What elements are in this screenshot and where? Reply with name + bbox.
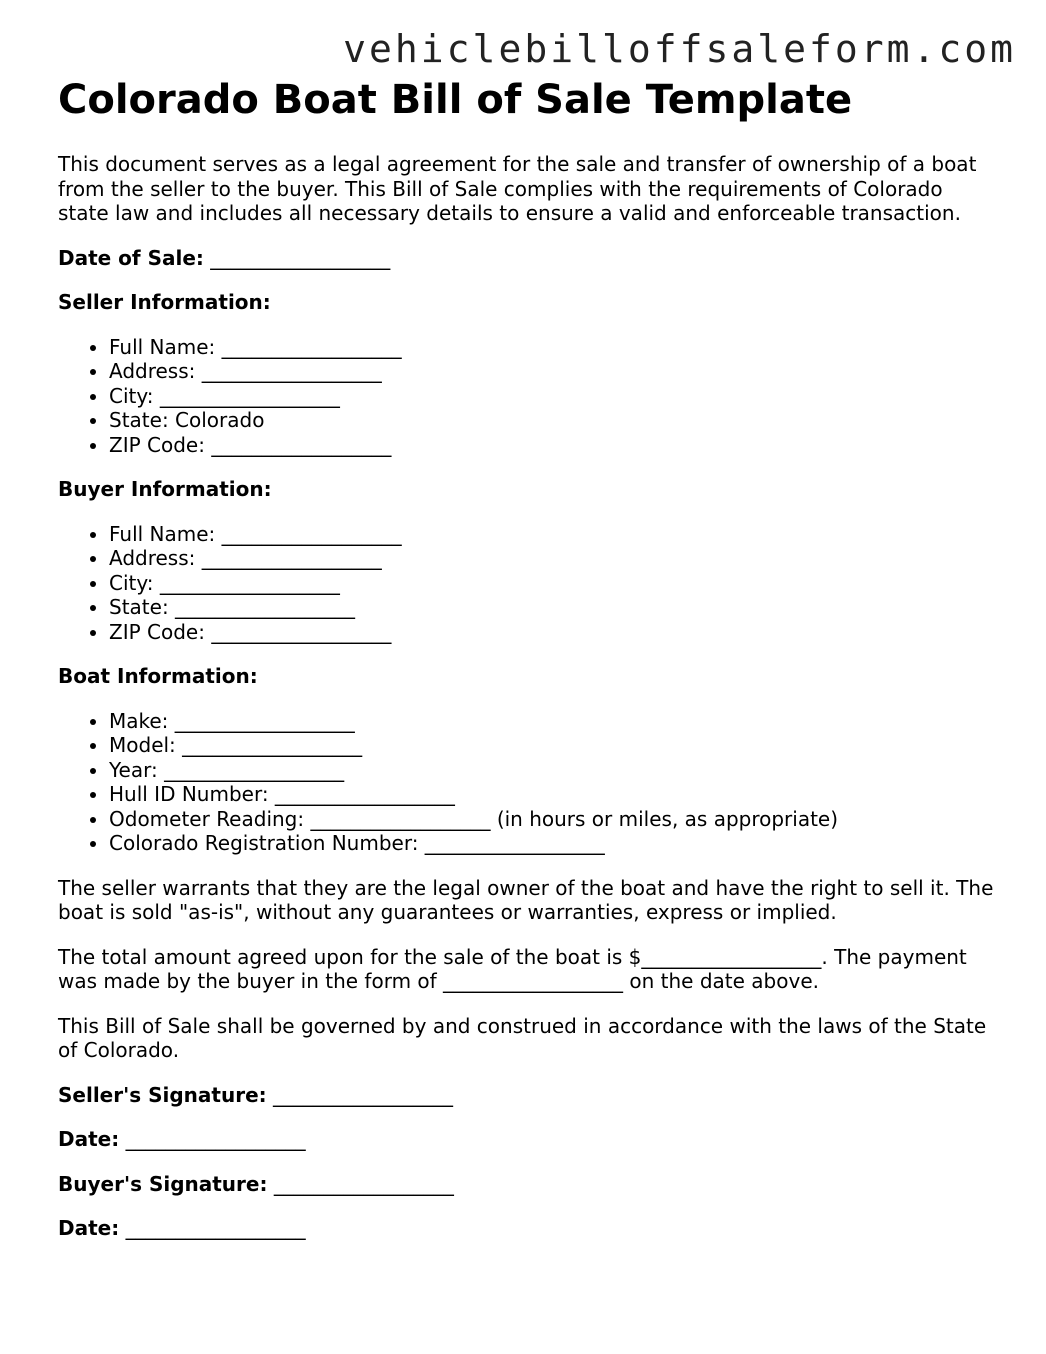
buyer-signature-blank[interactable]: __________________ xyxy=(267,1171,454,1196)
site-watermark: vehiclebilloffsaleform.com xyxy=(343,27,1016,71)
boat-hull-id[interactable]: • Hull ID Number: __________________ xyxy=(109,782,998,807)
date-of-sale-blank[interactable]: __________________ xyxy=(203,245,391,270)
boat-list xyxy=(58,709,998,856)
buyer-date-label: Date: xyxy=(58,1216,120,1240)
buyer-date-blank[interactable]: __________________ xyxy=(119,1216,306,1240)
date-of-sale-label: Date of Sale: xyxy=(58,245,204,270)
seller-address[interactable]: • Address: __________________ xyxy=(109,359,998,384)
intro-paragraph: This document serves as a legal agreement for the sale and transfer of ownership of a boat from the seller to the buyer. This Bill of Sale complies with the requirements of Colorado state law and includes all necessary details to ensure a valid and enforceable transaction. xyxy=(58,152,977,225)
seller-date-line xyxy=(58,1127,998,1152)
date-of-sale-line xyxy=(58,246,998,271)
seller-date-blank[interactable]: __________________ xyxy=(119,1127,306,1151)
buyer-signature-label: Buyer's Signature: xyxy=(58,1171,268,1196)
boat-registration[interactable]: • Colorado Registration Number: __________________ xyxy=(109,831,998,856)
buyer-city[interactable]: • City: __________________ xyxy=(109,571,998,596)
buyer-list xyxy=(58,522,998,645)
seller-signature-label: Seller's Signature: xyxy=(58,1082,267,1107)
buyer-full-name[interactable]: • Full Name: __________________ xyxy=(109,522,998,547)
seller-heading: Seller Information: xyxy=(58,290,271,314)
buyer-date-line xyxy=(58,1216,998,1241)
boat-make[interactable]: • Make: __________________ xyxy=(109,709,998,734)
seller-full-name[interactable]: • Full Name: __________________ xyxy=(109,335,998,360)
document-body xyxy=(58,76,998,1241)
buyer-heading: Buyer Information: xyxy=(58,477,272,501)
governing-law-paragraph: This Bill of Sale shall be governed by and construed in accordance with the laws of the State of Colorado. xyxy=(58,1013,987,1062)
buyer-address[interactable]: • Address: __________________ xyxy=(109,546,998,571)
seller-city[interactable]: • City: __________________ xyxy=(109,384,998,409)
boat-heading: Boat Information: xyxy=(58,664,258,688)
seller-signature-line xyxy=(58,1083,998,1108)
boat-model[interactable]: • Model: __________________ xyxy=(109,733,998,758)
buyer-zip[interactable]: • ZIP Code: __________________ xyxy=(109,620,998,645)
seller-date-label: Date: xyxy=(58,1127,120,1151)
buyer-state[interactable]: • State: __________________ xyxy=(109,595,998,620)
seller-signature-blank[interactable]: __________________ xyxy=(266,1082,453,1107)
seller-zip[interactable]: • ZIP Code: __________________ xyxy=(109,433,998,458)
warranty-paragraph: The seller warrants that they are the legal owner of the boat and have the right to sell it. The boat is sold "as-is", without any guarantees or warranties, express or implied. xyxy=(58,875,994,924)
boat-year[interactable]: • Year: __________________ xyxy=(109,758,998,783)
document-title: Colorado Boat Bill of Sale Template xyxy=(58,77,853,123)
payment-paragraph[interactable]: The total amount agreed upon for the sale of the boat is $__________________. The payment was made by the buyer in the form of __________________ on the date above. xyxy=(58,944,967,993)
seller-list xyxy=(58,335,998,458)
buyer-signature-line xyxy=(58,1172,998,1197)
seller-state: • State: Colorado xyxy=(109,408,998,433)
boat-odometer[interactable]: • Odometer Reading: __________________ (in hours or miles, as appropriate) xyxy=(109,807,998,832)
